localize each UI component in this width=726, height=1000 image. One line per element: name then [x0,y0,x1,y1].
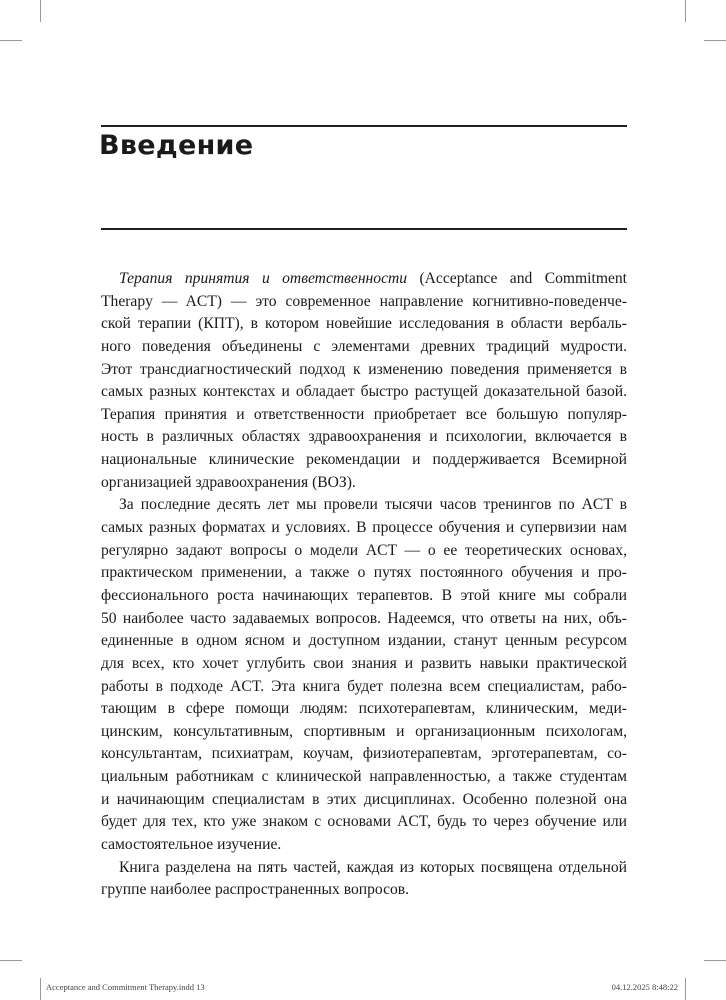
paragraph2-line: единенные в одном ясном и доступном издании, станут ценным ресурсом [101,632,627,650]
paragraph1-line: Терапия принятия и ответственности приобретает все большую популяр- [101,405,627,423]
paragraph2-line: самых разных форматах и условиях. В процессе обучения и супервизии нам [101,519,627,537]
slug-timestamp: 04.12.2025 8:48:22 [611,982,678,992]
crop-mark-right-top [704,40,726,41]
crop-mark-left-bottom [0,960,22,961]
paragraph2-line: циальным работникам с клинической направленностью, а также студентам [101,768,627,786]
paragraph2-line: самостоятельное изучение. [101,836,282,854]
paragraph3-line: Книга разделена на пять частей, каждая из которых посвящена отдельной [119,858,627,876]
paragraph1-line: национальные клинические рекомендации и поддерживается Всемирной [101,451,627,469]
paragraph2-line: и начинающим специалистам в этих дисциплинах. Особенно полезной она [101,790,627,808]
crop-mark-top-left [40,0,41,22]
paragraph2-line: работы в подходе ACT. Эта книга будет полезна всем специалистам, рабо- [101,677,627,695]
heading-bottom-rule [101,228,627,230]
italic-term: Терапия принятия и ответственности [119,270,408,287]
paragraph2-line: фессионального роста начинающих терапевтов. В этой книге мы собрали [101,586,627,604]
slug-file-info: Acceptance and Commitment Therapy.indd 13 [46,982,205,992]
paragraph1-line: ность в различных областях здравоохранения и психологии, включается в [101,428,627,446]
heading-top-rule [101,125,627,127]
paragraph1-line: Этот трансдиагностический подход к изменению поведения применяется в [101,360,627,378]
paragraph2-line: для всех, кто хочет углубить свои знания и развить навыки практической [101,654,627,672]
crop-mark-left-top [0,40,22,41]
paragraph2-line: консультантам, психиатрам, коучам, физиотерапевтам, эрготерапевтам, со- [101,745,627,763]
paragraph2-line: 50 наиболее часто задаваемых вопросов. Надеемся, что ответы на них, объ- [101,609,627,627]
paragraph1-line: Therapy — ACT) — это современное направление когнитивно-поведенче- [101,292,627,310]
paragraph2-line: практическом применении, а также о путях постоянного обучения и про- [101,564,627,582]
paragraph1-line: Терапия принятия и ответственности (Acceptance and Commitment [119,270,627,287]
paragraph2-line: За последние десять лет мы провели тысячи часов тренингов по ACT в [119,496,627,514]
crop-mark-bottom-left [40,978,41,1000]
paragraph3-line: группе наиболее распространенных вопросов. [101,881,410,899]
crop-mark-bottom-right [685,978,686,1000]
chapter-heading: Введение [99,130,254,161]
paragraph2-line: цинским, консультативным, спортивным и организационным психологам, [101,722,627,740]
paragraph2-line: будет для тех, кто уже знаком с основами ACT, будь то через обучение или [101,813,627,831]
paragraph2-line: регулярно задают вопросы о модели ACT — о ее теоретических основах, [101,541,627,559]
paragraph2-line: тающим в сфере помощи людям: психотерапевтам, клиническим, меди- [101,700,627,718]
crop-mark-right-bottom [704,960,726,961]
paragraph1-line: организацией здравоохранения (ВОЗ). [101,473,356,491]
paragraph1-line: самых разных контекстах и обладает быстро растущей доказательной базой. [101,383,627,401]
body-text [101,268,627,902]
paragraph1-line: ской терапии (КПТ), в котором новейшие исследования в области вербаль- [101,315,627,333]
paragraph1-line: ного поведения объединены с элементами древних традиций мудрости. [101,337,627,355]
crop-mark-top-right [685,0,686,22]
